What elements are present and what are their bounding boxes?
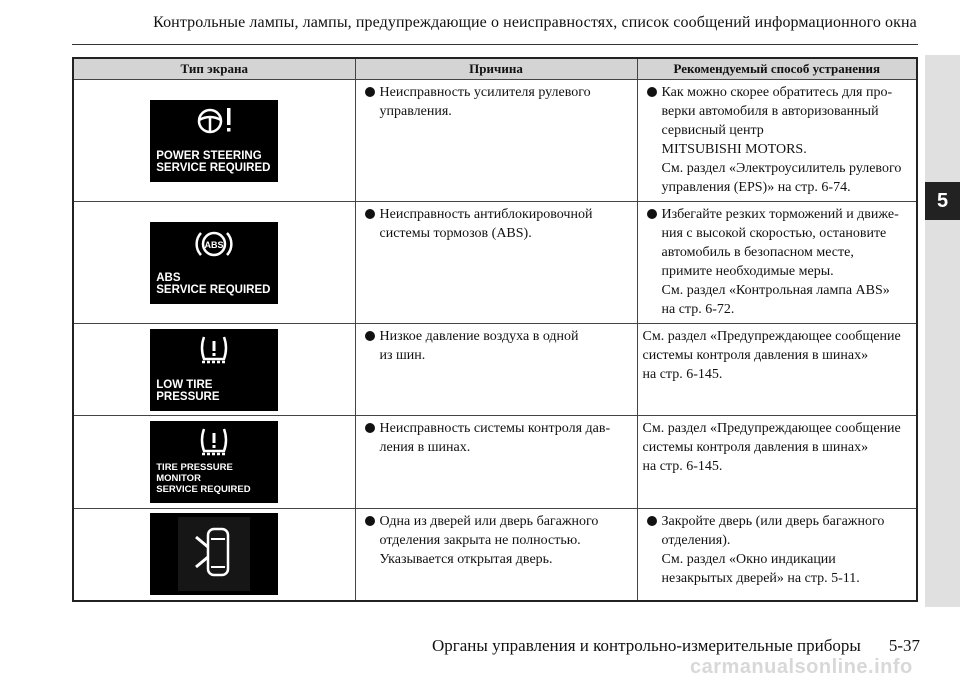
page-number: 5-37 [888,636,920,655]
table-row [73,80,917,202]
tire-pressure-icon [197,334,231,366]
open-door-icon [192,523,236,585]
abs-icon [194,227,234,261]
bullet-icon [365,87,375,97]
display-message: ABS SERVICE REQUIRED [156,271,271,296]
cause-cell: Неисправность антиблокировочной системы тормозов (ABS). [355,202,637,324]
display-screen-open-door [150,513,278,595]
screen-type-cell [73,202,355,324]
display-screen-low-tire-pressure [150,329,278,411]
col-header-screen-type: Тип экрана [73,58,355,80]
svg-text:ABS: ABS [204,239,224,250]
bullet-icon [647,209,657,219]
table-header-row [73,58,917,80]
table-row [73,509,917,601]
display-screen-power-steering [150,100,278,182]
remedy-cell: См. раздел «Предупреждающее сообщение системы контроля давления в шинах» на стр. 6-145. [637,324,917,416]
display-message: TIRE PRESSURE MONITOR SERVICE REQUIRED [156,462,251,495]
display-screen-tpms-service [150,421,278,503]
warning-messages-table [72,57,918,602]
page-header-title: Контрольные лампы, лампы, предупреждающие о неисправностях, список сообщений информационного окна [153,14,917,31]
table-row [73,324,917,416]
display-screen-abs [150,222,278,304]
bullet-icon [647,87,657,97]
display-message: POWER STEERING SERVICE REQUIRED [156,149,271,174]
remedy-cell: Как можно скорее обратитесь для про- верки автомобиля в авторизованный сервисный центр MITSUBISHI MOTORS. См. раздел «Электроусилитель рулевого управления (EPS)» на стр. 6-74. [637,80,917,202]
watermark: carmanualsonline.info [690,656,913,678]
header-divider [72,44,918,45]
bullet-icon [647,516,657,526]
table-row [73,416,917,509]
cause-cell: Неисправность усилителя рулевого управления. [355,80,637,202]
chapter-side-strip [925,55,960,607]
remedy-cell: Закройте дверь (или дверь багажного отделения). См. раздел «Окно индикации незакрытых дверей» на стр. 5-11. [637,509,917,601]
screen-type-cell [73,509,355,601]
col-header-remedy: Рекомендуемый способ устранения [637,58,917,80]
steering-wheel-warning-icon [196,105,236,135]
bullet-icon [365,423,375,433]
cause-cell: Неисправность системы контроля дав- ления в шинах. [355,416,637,509]
remedy-cell: См. раздел «Предупреждающее сообщение системы контроля давления в шинах» на стр. 6-145. [637,416,917,509]
remedy-cell: Избегайте резких торможений и движе- ния с высокой скоростью, остановите автомобиль в безопасном месте, примите необходимые меры. См. раздел «Контрольная лампа ABS» на стр. 6-72. [637,202,917,324]
screen-type-cell [73,416,355,509]
bullet-icon [365,331,375,341]
chapter-tab[interactable]: 5 [925,182,960,220]
cause-cell: Одна из дверей или дверь багажного отделения закрыта не полностью. Указывается открытая дверь. [355,509,637,601]
cause-cell: Низкое давление воздуха в одной из шин. [355,324,637,416]
display-message: LOW TIRE PRESSURE [156,378,220,403]
bullet-icon [365,209,375,219]
page-footer [420,636,920,656]
screen-type-cell [73,80,355,202]
col-header-cause: Причина [355,58,637,80]
tire-pressure-icon [197,426,231,458]
table-row [73,202,917,324]
screen-type-cell [73,324,355,416]
footer-section-title: Органы управления и контрольно-измерительные приборы [432,636,861,655]
bullet-icon [365,516,375,526]
